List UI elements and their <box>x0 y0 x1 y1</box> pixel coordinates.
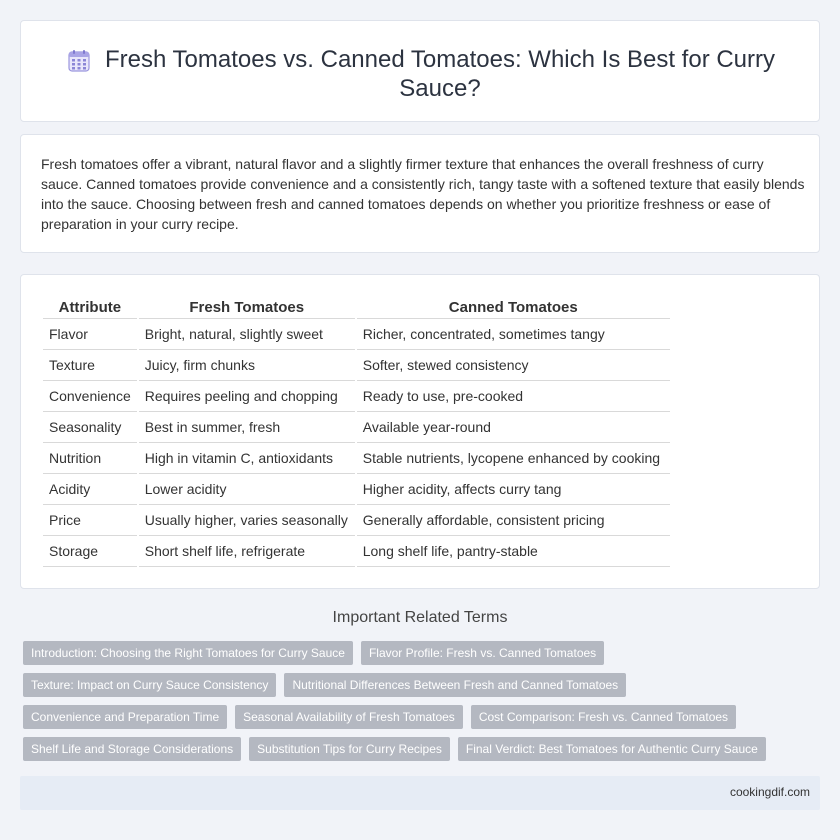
table-row <box>43 381 670 412</box>
related-terms-list <box>23 641 813 761</box>
table-row <box>43 443 670 474</box>
footer <box>20 776 820 810</box>
cell-fresh: Juicy, firm chunks <box>139 350 355 381</box>
intro-card <box>20 134 820 253</box>
cell-attribute: Convenience <box>43 381 137 412</box>
related-term-tag[interactable]: Flavor Profile: Fresh vs. Canned Tomatoes <box>361 641 604 665</box>
cell-canned: Available year-round <box>357 412 670 443</box>
cell-fresh: High in vitamin C, antioxidants <box>139 443 355 474</box>
cell-attribute: Storage <box>43 536 137 567</box>
cell-attribute: Acidity <box>43 474 137 505</box>
cell-canned: Richer, concentrated, sometimes tangy <box>357 319 670 350</box>
header-fresh: Fresh Tomatoes <box>139 295 355 319</box>
cell-attribute: Nutrition <box>43 443 137 474</box>
table-row <box>43 505 670 536</box>
table-row <box>43 319 670 350</box>
related-term-tag[interactable]: Substitution Tips for Curry Recipes <box>249 737 450 761</box>
cell-canned: Softer, stewed consistency <box>357 350 670 381</box>
table-row <box>43 474 670 505</box>
cell-fresh: Short shelf life, refrigerate <box>139 536 355 567</box>
intro-text: Fresh tomatoes offer a vibrant, natural flavor and a slightly firmer texture that enhances the overall freshness of curry sauce. Canned tomatoes provide convenience and a consistently rich, tangy taste with a softened texture that easily blends into the sauce. Choosing between fresh and canned tomatoes depends on whether you prioritize freshness or ease of preparation in your curry recipe. <box>41 156 805 232</box>
cell-fresh: Requires peeling and chopping <box>139 381 355 412</box>
table-header-row <box>43 295 670 319</box>
cell-fresh: Best in summer, fresh <box>139 412 355 443</box>
header-canned: Canned Tomatoes <box>357 295 670 319</box>
cell-canned: Stable nutrients, lycopene enhanced by cooking <box>357 443 670 474</box>
cell-canned: Generally affordable, consistent pricing <box>357 505 670 536</box>
cell-attribute: Texture <box>43 350 137 381</box>
cell-canned: Higher acidity, affects curry tang <box>357 474 670 505</box>
table-row <box>43 536 670 567</box>
related-terms-title: Important Related Terms <box>332 609 508 626</box>
comparison-table <box>43 295 670 567</box>
cell-canned: Long shelf life, pantry-stable <box>357 536 670 567</box>
cell-fresh: Usually higher, varies seasonally <box>139 505 355 536</box>
cell-attribute: Price <box>43 505 137 536</box>
cell-attribute: Flavor <box>43 319 137 350</box>
cell-canned: Ready to use, pre-cooked <box>357 381 670 412</box>
footer-site[interactable]: cookingdif.com <box>729 785 810 799</box>
related-term-tag[interactable]: Seasonal Availability of Fresh Tomatoes <box>235 705 463 729</box>
table-row <box>43 350 670 381</box>
comparison-card <box>20 274 820 589</box>
related-term-tag[interactable]: Final Verdict: Best Tomatoes for Authentic Curry Sauce <box>458 737 766 761</box>
cell-fresh: Lower acidity <box>139 474 355 505</box>
cell-fresh: Bright, natural, slightly sweet <box>139 319 355 350</box>
header-card <box>20 20 820 122</box>
cell-attribute: Seasonality <box>43 412 137 443</box>
related-term-tag[interactable]: Nutritional Differences Between Fresh and Canned Tomatoes <box>284 673 626 697</box>
header-attribute: Attribute <box>43 295 137 319</box>
related-term-tag[interactable]: Convenience and Preparation Time <box>23 705 227 729</box>
table-row <box>43 412 670 443</box>
related-term-tag[interactable]: Cost Comparison: Fresh vs. Canned Tomatoes <box>471 705 736 729</box>
page-title: Fresh Tomatoes vs. Canned Tomatoes: Which Is Best for Curry Sauce? <box>104 46 776 102</box>
related-term-tag[interactable]: Texture: Impact on Curry Sauce Consistency <box>23 673 276 697</box>
related-term-tag[interactable]: Introduction: Choosing the Right Tomatoes for Curry Sauce <box>23 641 353 665</box>
related-term-tag[interactable]: Shelf Life and Storage Considerations <box>23 737 241 761</box>
